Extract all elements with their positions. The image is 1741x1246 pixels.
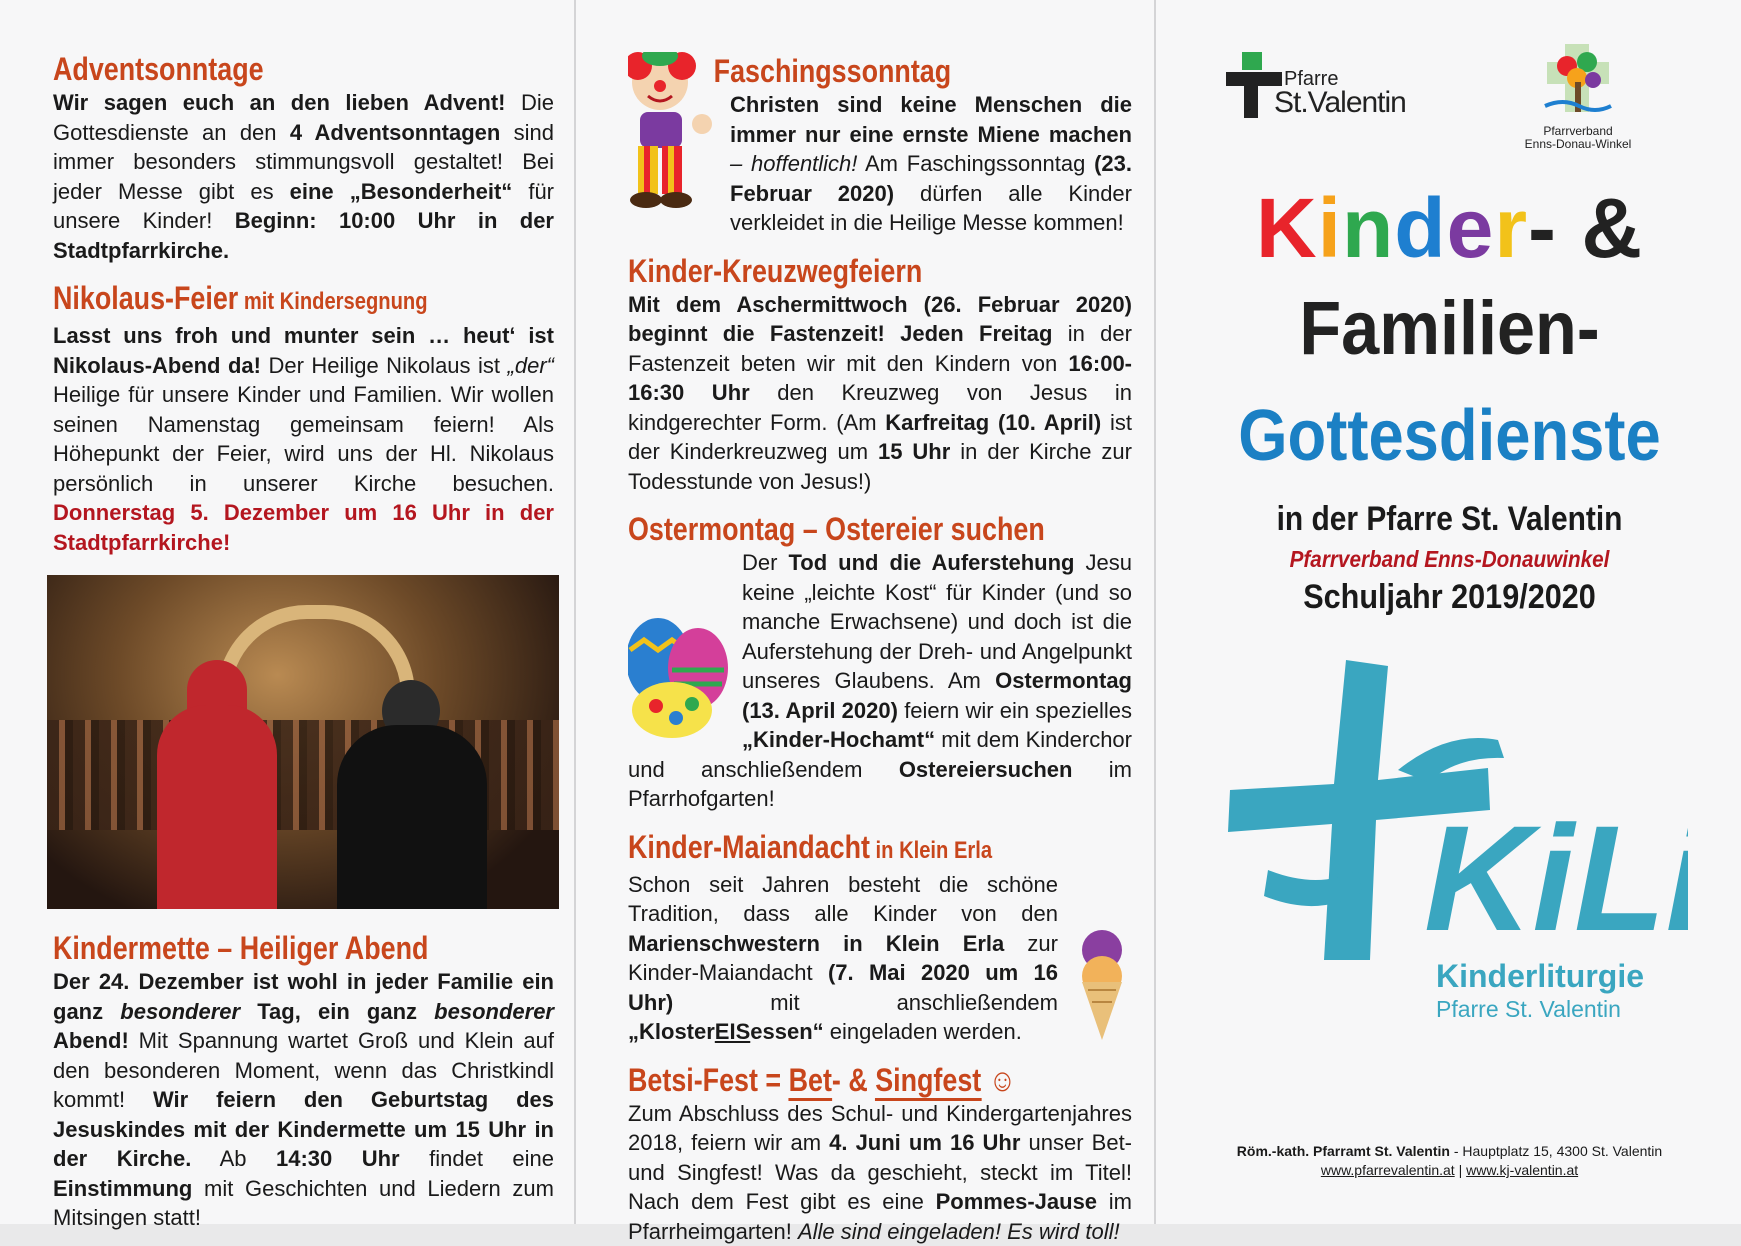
nikolaus-i1: „der“ (508, 353, 554, 378)
nikolaus-photo (47, 575, 559, 909)
subtitle-schuljahr: Schuljahr 2019/2020 (1187, 578, 1712, 617)
betsi-b1: 4. Juni um 16 Uhr (829, 1130, 1020, 1155)
mette-text (53, 967, 554, 1233)
pfarre-logo (1226, 52, 1406, 122)
middle-panel (578, 0, 1154, 1224)
title-familien: Familien- (1187, 285, 1712, 372)
pfarrverband-tree-icon (1543, 40, 1613, 120)
subtitle-pfarrverband: Pfarrverband Enns-Donauwinkel (1187, 546, 1712, 573)
kreuzweg-title: Kinder-Kreuzwegfeiern (628, 252, 1051, 290)
kreuzweg-b4: 15 Uhr (878, 439, 950, 464)
nikolaus-b1: Lasst uns froh und munter sein … heut‘ ist Nikolaus-Abend da! (53, 323, 554, 378)
kreuzweg-t4: in der Kirche zur Todesstunde von Jesus!) (628, 439, 1132, 494)
kinder-letter: d (1394, 180, 1446, 277)
maiandacht-b1: Marienschwestern in Klein Erla (628, 931, 1004, 956)
ostern-title: Ostermontag – Ostereier suchen (628, 510, 1051, 548)
nikolaus-title (53, 279, 474, 321)
betsi-i1: Alle sind eingeladen! Es wird toll! (798, 1219, 1120, 1244)
kinder-letter: i (1318, 180, 1342, 277)
kili-cross-icon (1228, 660, 1688, 960)
mette-b1: Der 24. Dezember ist wohl in jeder Familie ein ganz (53, 969, 554, 1024)
section-nikolaus (53, 279, 554, 557)
fasching-i1: – hoffentlich! (730, 151, 857, 176)
nikolaus-title-main: Nikolaus-Feier (53, 280, 238, 316)
nikolaus-text (53, 321, 554, 557)
footer-links (1158, 1161, 1741, 1180)
kili-word: KiLi (1424, 794, 1688, 960)
ostern-t3: feiern wir ein spezielles (898, 698, 1132, 723)
footer-sep: | (1455, 1162, 1466, 1178)
betsi-b2: Pommes-Jause (936, 1189, 1097, 1214)
advent-t1: Die Gottesdienste an den (53, 90, 554, 145)
mette-bi2: besonderer (434, 999, 554, 1024)
nikolaus-date: Donnerstag 5. Dezember um 16 Uhr in der Stadtpfarrkirche! (53, 500, 554, 555)
mette-title: Kindermette – Heiliger Abend (53, 929, 474, 967)
footer-address (1158, 1142, 1741, 1161)
ostern-b2: Ostermontag (13. April 2020) (742, 668, 1132, 723)
smiley-icon: ☺ (981, 1062, 1016, 1098)
nikolaus-figure (157, 705, 277, 909)
mette-b4: Wir feiern den Geburtstag des Jesuskindes mit der Kindermette um 15 Uhr in der Kirche. (53, 1087, 554, 1171)
footer-addr: - Hauptplatz 15, 4300 St. Valentin (1450, 1143, 1662, 1159)
fold-line (574, 0, 576, 1224)
fasching-t1: Am Faschingssonntag (857, 151, 1094, 176)
mette-b2: Tag, ein ganz (240, 999, 434, 1024)
fasching-title: Faschingssonntag (628, 52, 1051, 90)
advent-t2: sind immer besonders stimmungsvoll gestaltet! Bei jeder Messe gibt es (53, 120, 554, 204)
betsi-title-c: - & (832, 1062, 875, 1098)
left-panel (0, 0, 574, 1224)
mette-b5: 14:30 Uhr (276, 1146, 400, 1171)
kreuzweg-b2: 16:00-16:30 Uhr (628, 351, 1132, 406)
maiandacht-t2: zur Kinder-Maiandacht (628, 931, 1058, 986)
nikolaus-t1: Der Heilige Nikolaus ist (261, 353, 508, 378)
betsi-title-a: Betsi-Fest = (628, 1062, 789, 1098)
advent-b4: Beginn: 10:00 Uhr in der Stadtpfarrkirche. (53, 208, 554, 263)
maiandacht-title-small: in Klein Erla (870, 837, 992, 864)
pfarrverband-logo (1518, 40, 1638, 150)
logo-pfarre-big: St.Valentin (1274, 86, 1406, 120)
maiandacht-title (628, 828, 1051, 870)
maiandacht-b2: (7. Mai 2020 um 16 Uhr) (628, 960, 1058, 1015)
kili-sub2: Pfarre St. Valentin (1436, 996, 1621, 1023)
advent-b3: eine „Besonderheit“ (290, 179, 513, 204)
kreuzweg-b3: Karfreitag (10. April) (885, 410, 1101, 435)
kreuzweg-t2: den Kreuzweg von Jesus in kindgerechter Form. (Am (628, 380, 1132, 435)
footer-org: Röm.-kath. Pfarramt St. Valentin (1237, 1143, 1450, 1159)
title-gottesdienste: Gottesdienste (1193, 395, 1706, 477)
ostern-b3: „Kinder-Hochamt“ (742, 727, 935, 752)
section-ostern (628, 510, 1132, 814)
maiandacht-title-main: Kinder-Maiandacht (628, 829, 870, 865)
link-pfarre[interactable]: www.pfarrevalentin.at (1321, 1162, 1455, 1178)
fasching-b2: (23. Februar 2020) (730, 151, 1132, 206)
maiandacht-t1: Schon seit Jahren besteht die schöne Tradition, dass alle Kinder von den (628, 872, 1058, 927)
title-kinder (1158, 180, 1741, 277)
betsi-t3: im Pfarrheimgarten! (628, 1189, 1132, 1244)
fold-line (1154, 0, 1156, 1224)
fasching-b1: Christen sind keine Menschen die immer nur eine ernste Miene machen (730, 92, 1132, 147)
kreuzweg-t3: ist der Kinderkreuzweg um (628, 410, 1132, 465)
advent-title: Adventsonntage (53, 50, 474, 88)
section-kreuzweg (628, 252, 1132, 497)
maiandacht-b3a: „Kloster (628, 1019, 715, 1044)
betsi-title (628, 1061, 1051, 1099)
subtitle-pfarre: in der Pfarre St. Valentin (1193, 500, 1706, 539)
logo-verband-1: Pfarrverband (1518, 125, 1638, 138)
kinder-letter: n (1342, 180, 1394, 277)
ostern-t1: Der (742, 550, 788, 575)
maiandacht-t3: mit anschließendem (673, 990, 1058, 1015)
section-advent (53, 50, 554, 265)
kreuzweg-b1: Mit dem Aschermittwoch (26. Februar 2020) beginnt die Fastenzeit! Jeden Freitag (628, 292, 1132, 347)
section-maiandacht (628, 828, 1132, 1047)
kili-logo (1228, 660, 1688, 1060)
link-kj[interactable]: www.kj-valentin.at (1466, 1162, 1578, 1178)
mette-b6: Einstimmung (53, 1176, 192, 1201)
advent-text (53, 88, 554, 265)
cover-panel (1158, 0, 1741, 1224)
section-betsi (628, 1061, 1132, 1246)
advent-lead: Wir sagen euch an den lieben Advent! (53, 90, 506, 115)
maiandacht-text (628, 870, 1132, 1047)
ostern-t5: im Pfarrhofgarten! (628, 757, 1132, 812)
kinder-letter: r (1494, 180, 1528, 277)
kinder-letters (1256, 180, 1528, 277)
logo-verband-2: Enns-Donau-Winkel (1518, 138, 1638, 151)
mette-t2: Ab (191, 1146, 276, 1171)
ostern-b1: Tod und die Auferstehung (788, 550, 1074, 575)
betsi-t2: unser Bet- und Singfest! Was da geschieht, steckt im Titel! Nach dem Fest gibt es eine (628, 1130, 1132, 1214)
kinder-letter: e (1447, 180, 1495, 277)
ostern-t2: Jesu keine „leichte Kost“ für Kinder (und so manche Erwachsene) und doch ist die Auferstehung der Dreh- und Angelpunkt unseres Glaubens. Am (742, 550, 1132, 693)
kinder-tail: - & (1528, 180, 1643, 277)
nikolaus-title-small: mit Kindersegnung (238, 288, 427, 315)
kreuzweg-text (628, 290, 1132, 497)
ice-cream-icon (1072, 926, 1132, 1041)
fasching-t2: dürfen alle Kinder verkleidet in die Heilige Messe kommen! (730, 181, 1132, 236)
easter-eggs-icon (628, 610, 736, 740)
mette-t4: mit Geschichten und Liedern zum Mitsingen statt! (53, 1176, 554, 1231)
mette-t3: findet eine (400, 1146, 554, 1171)
ostern-t4: mit dem Kinderchor und anschließendem (628, 727, 1132, 782)
ostern-b4: Ostereiersuchen (899, 757, 1073, 782)
nikolaus-t2: Heilige für unsere Kinder und Familien. Wir wollen seinen Namenstag gemeinsam feiern! Als Höhepunkt der Feier, wird uns der Hl. Nikolaus persönlich in unserer Kirche besuchen. (53, 382, 554, 496)
mette-t1: Mit Spannung wartet Groß und Klein auf den besonderen Moment, wenn das Christkindl kommt! (53, 1028, 554, 1112)
maiandacht-b3c: essen“ (750, 1019, 823, 1044)
betsi-t1: Zum Abschluss des Schul- und Kindergartenjahres 2018, feiern wir am (628, 1101, 1132, 1156)
logo-pfarre-small: Pfarre (1284, 68, 1338, 91)
kreuzweg-t1: in der Fastenzeit beten wir mit den Kindern von (628, 321, 1132, 376)
man-figure (337, 725, 487, 909)
maiandacht-eis: EIS (715, 1019, 750, 1044)
section-fasching (628, 52, 1132, 238)
advent-b2: 4 Adventsonntagen (290, 120, 501, 145)
section-mette (53, 929, 554, 1233)
kinder-letter: K (1256, 180, 1318, 277)
advent-t3: für unsere Kinder! (53, 179, 554, 234)
maiandacht-t4: eingeladen werden. (824, 1019, 1022, 1044)
betsi-title-b: Bet (789, 1062, 832, 1101)
kili-sub1: Kinderliturgie (1436, 958, 1644, 995)
footer (1158, 1142, 1741, 1180)
mette-bi1: besonderer (120, 999, 240, 1024)
mette-b3: Abend! (53, 1028, 129, 1053)
betsi-title-d: Singfest (875, 1062, 981, 1101)
